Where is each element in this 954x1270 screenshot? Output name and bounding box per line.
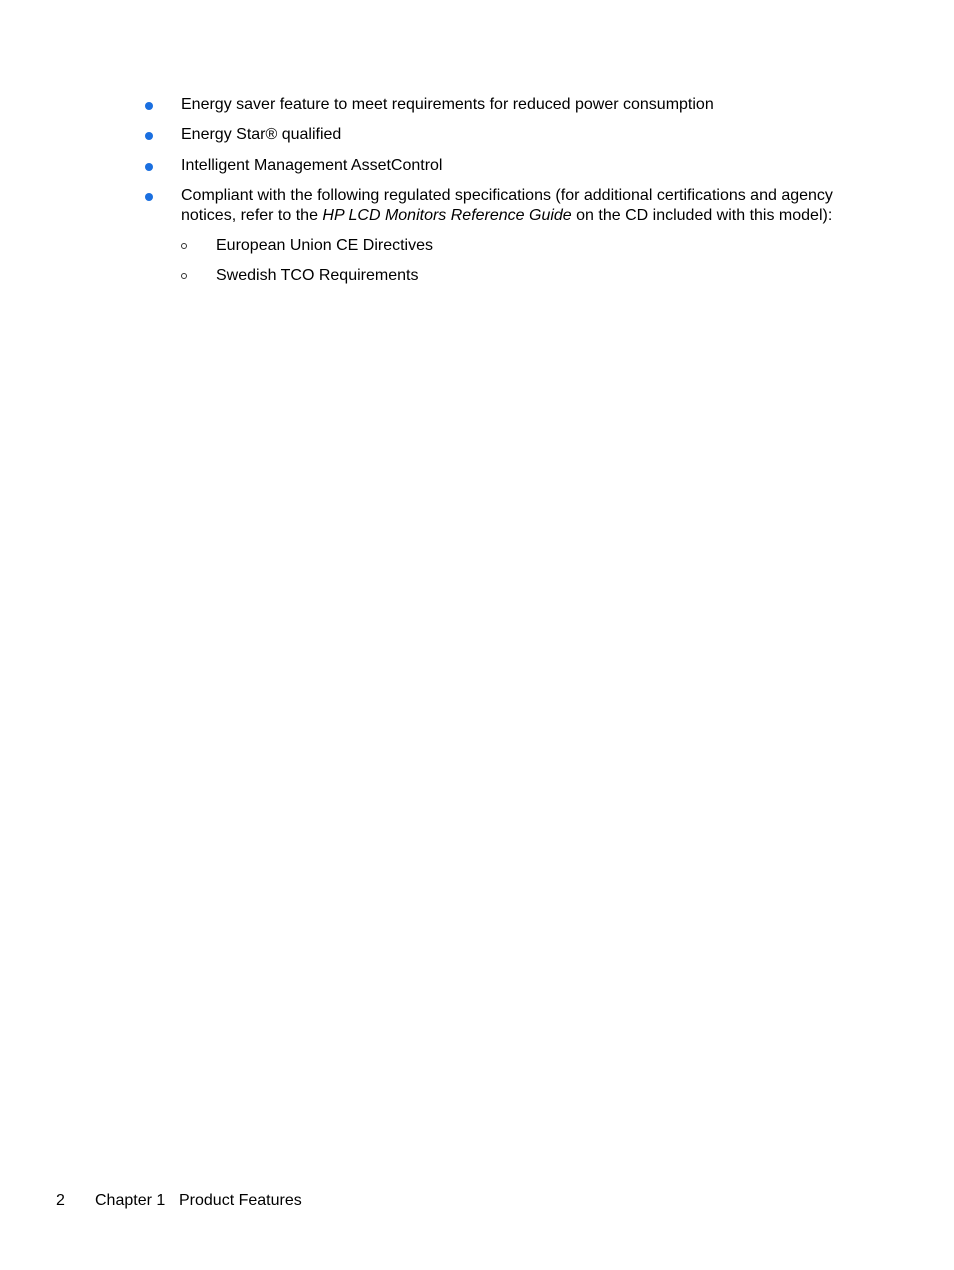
list-item-text-end: on the CD included with this model): — [571, 207, 833, 224]
bullet-dot-icon — [145, 125, 157, 145]
list-item-text: Intelligent Management AssetControl — [181, 157, 443, 174]
list-item-text-start: Compliant with the following regulated specifications (for additional certifications and agency notices, refer to the — [181, 187, 833, 224]
chapter-label: Chapter 1 — [95, 1192, 166, 1209]
bullet-ring-icon — [181, 266, 191, 286]
list-item-text — [181, 186, 846, 226]
bullet-ring-icon — [181, 236, 191, 256]
sub-list-item-text: Swedish TCO Requirements — [216, 267, 419, 284]
sub-list-item-text: European Union CE Directives — [216, 237, 433, 254]
reference-guide-title: HP LCD Monitors Reference Guide — [322, 207, 572, 224]
list-item-text: Energy Star® qualified — [181, 126, 342, 143]
chapter-title: Product Features — [179, 1192, 302, 1209]
bullet-dot-icon — [145, 95, 157, 115]
list-item-text: Energy saver feature to meet requirements for reduced power consumption — [181, 96, 714, 113]
bullet-dot-icon — [145, 186, 157, 206]
page-number: 2 — [56, 1192, 65, 1209]
bullet-dot-icon — [145, 156, 157, 176]
